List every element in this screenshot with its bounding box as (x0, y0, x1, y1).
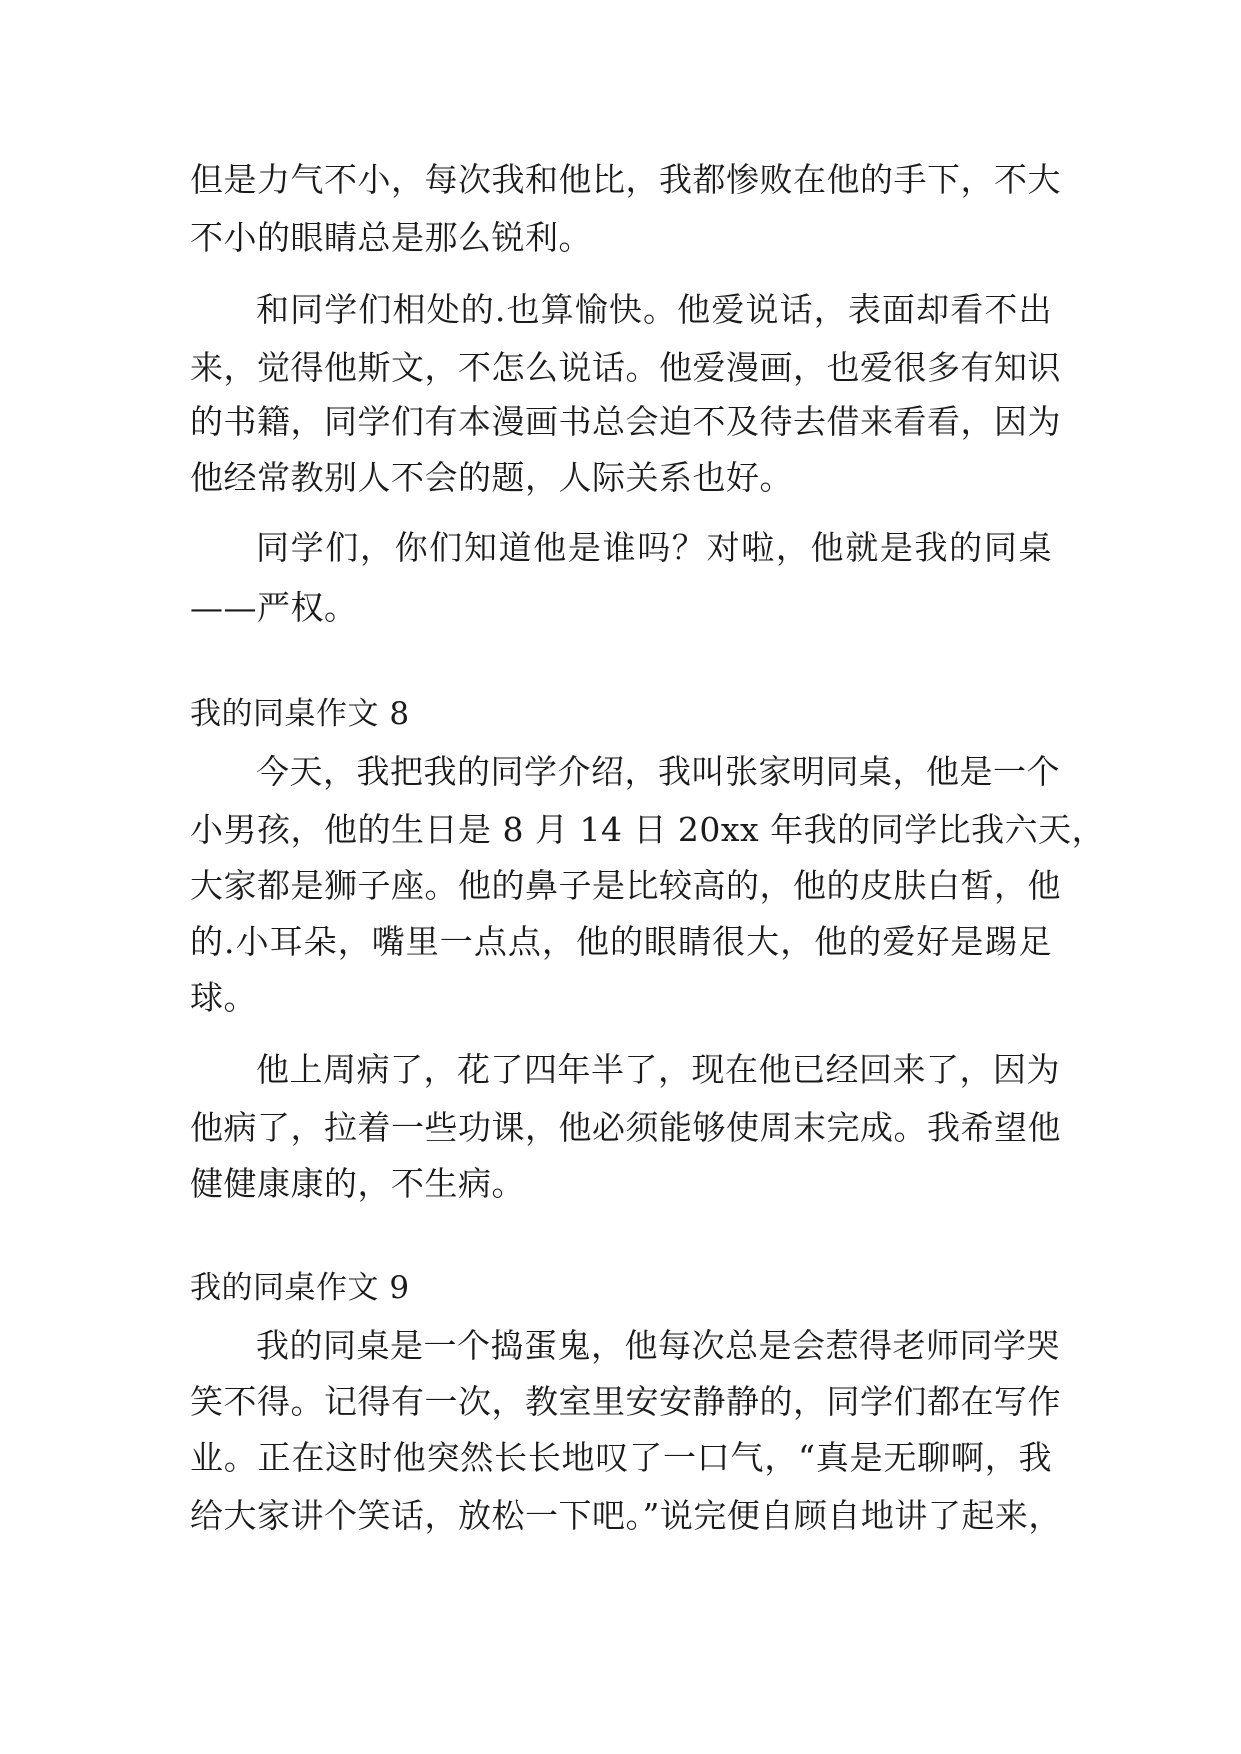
paragraph-line: 大家都是狮子座。他的鼻子是比较高的，他的皮肤白皙，他 (190, 866, 1061, 905)
paragraph-line: 的书籍，同学们有本漫画书总会迫不及待去借来看看，因为 (190, 402, 1061, 441)
paragraph-line: 小男孩，他的生日是 8 月 14 日 20xx 年我的同学比我六天， (190, 810, 1106, 849)
paragraph-line: 给大家讲个笑话，放松一下吧。”说完便自顾自地讲了起来， (190, 1496, 1062, 1535)
paragraph-line: 球。 (190, 978, 257, 1017)
paragraph-line: 他病了，拉着一些功课，他必须能够使周末完成。我希望他 (190, 1108, 1061, 1147)
paragraph-line: 业。正在这时他突然长长地叹了一口气，“真是无聊啊，我 (190, 1438, 1052, 1477)
paragraph-line: 他经常教别人不会的题，人际关系也好。 (190, 458, 793, 497)
paragraph-line: 同学们，你们知道他是谁吗？对啦，他就是我的同桌 (256, 528, 1052, 567)
paragraph-line: 今天，我把我的同学介绍，我叫张家明同桌，他是一个 (256, 752, 1060, 791)
paragraph-line: 不小的眼睛总是那么锐利。 (190, 218, 592, 257)
section-heading: 我的同桌作文 9 (190, 1270, 410, 1306)
paragraph-line: 来，觉得他斯文，不怎么说话。他爱漫画，也爱很多有知识 (190, 348, 1061, 387)
paragraph-line: 的.小耳朵，嘴里一点点，他的眼睛很大，他的爱好是踢足 (190, 922, 1052, 961)
paragraph-line: 他上周病了，花了四年半了，现在他已经回来了，因为 (256, 1050, 1060, 1089)
paragraph-line: ——严权。 (190, 588, 358, 627)
paragraph-line: 笑不得。记得有一次，教室里安安静静的，同学们都在写作 (190, 1382, 1061, 1421)
paragraph-line: 和同学们相处的.也算愉快。他爱说话，表面却看不出 (256, 290, 1052, 329)
paragraph-line: 健健康康的，不生病。 (190, 1164, 525, 1203)
paragraph-line: 我的同桌是一个捣蛋鬼，他每次总是会惹得老师同学哭 (256, 1326, 1060, 1365)
paragraph-line: 但是力气不小，每次我和他比，我都惨败在他的手下，不大 (190, 160, 1061, 199)
section-heading: 我的同桌作文 8 (190, 696, 410, 732)
